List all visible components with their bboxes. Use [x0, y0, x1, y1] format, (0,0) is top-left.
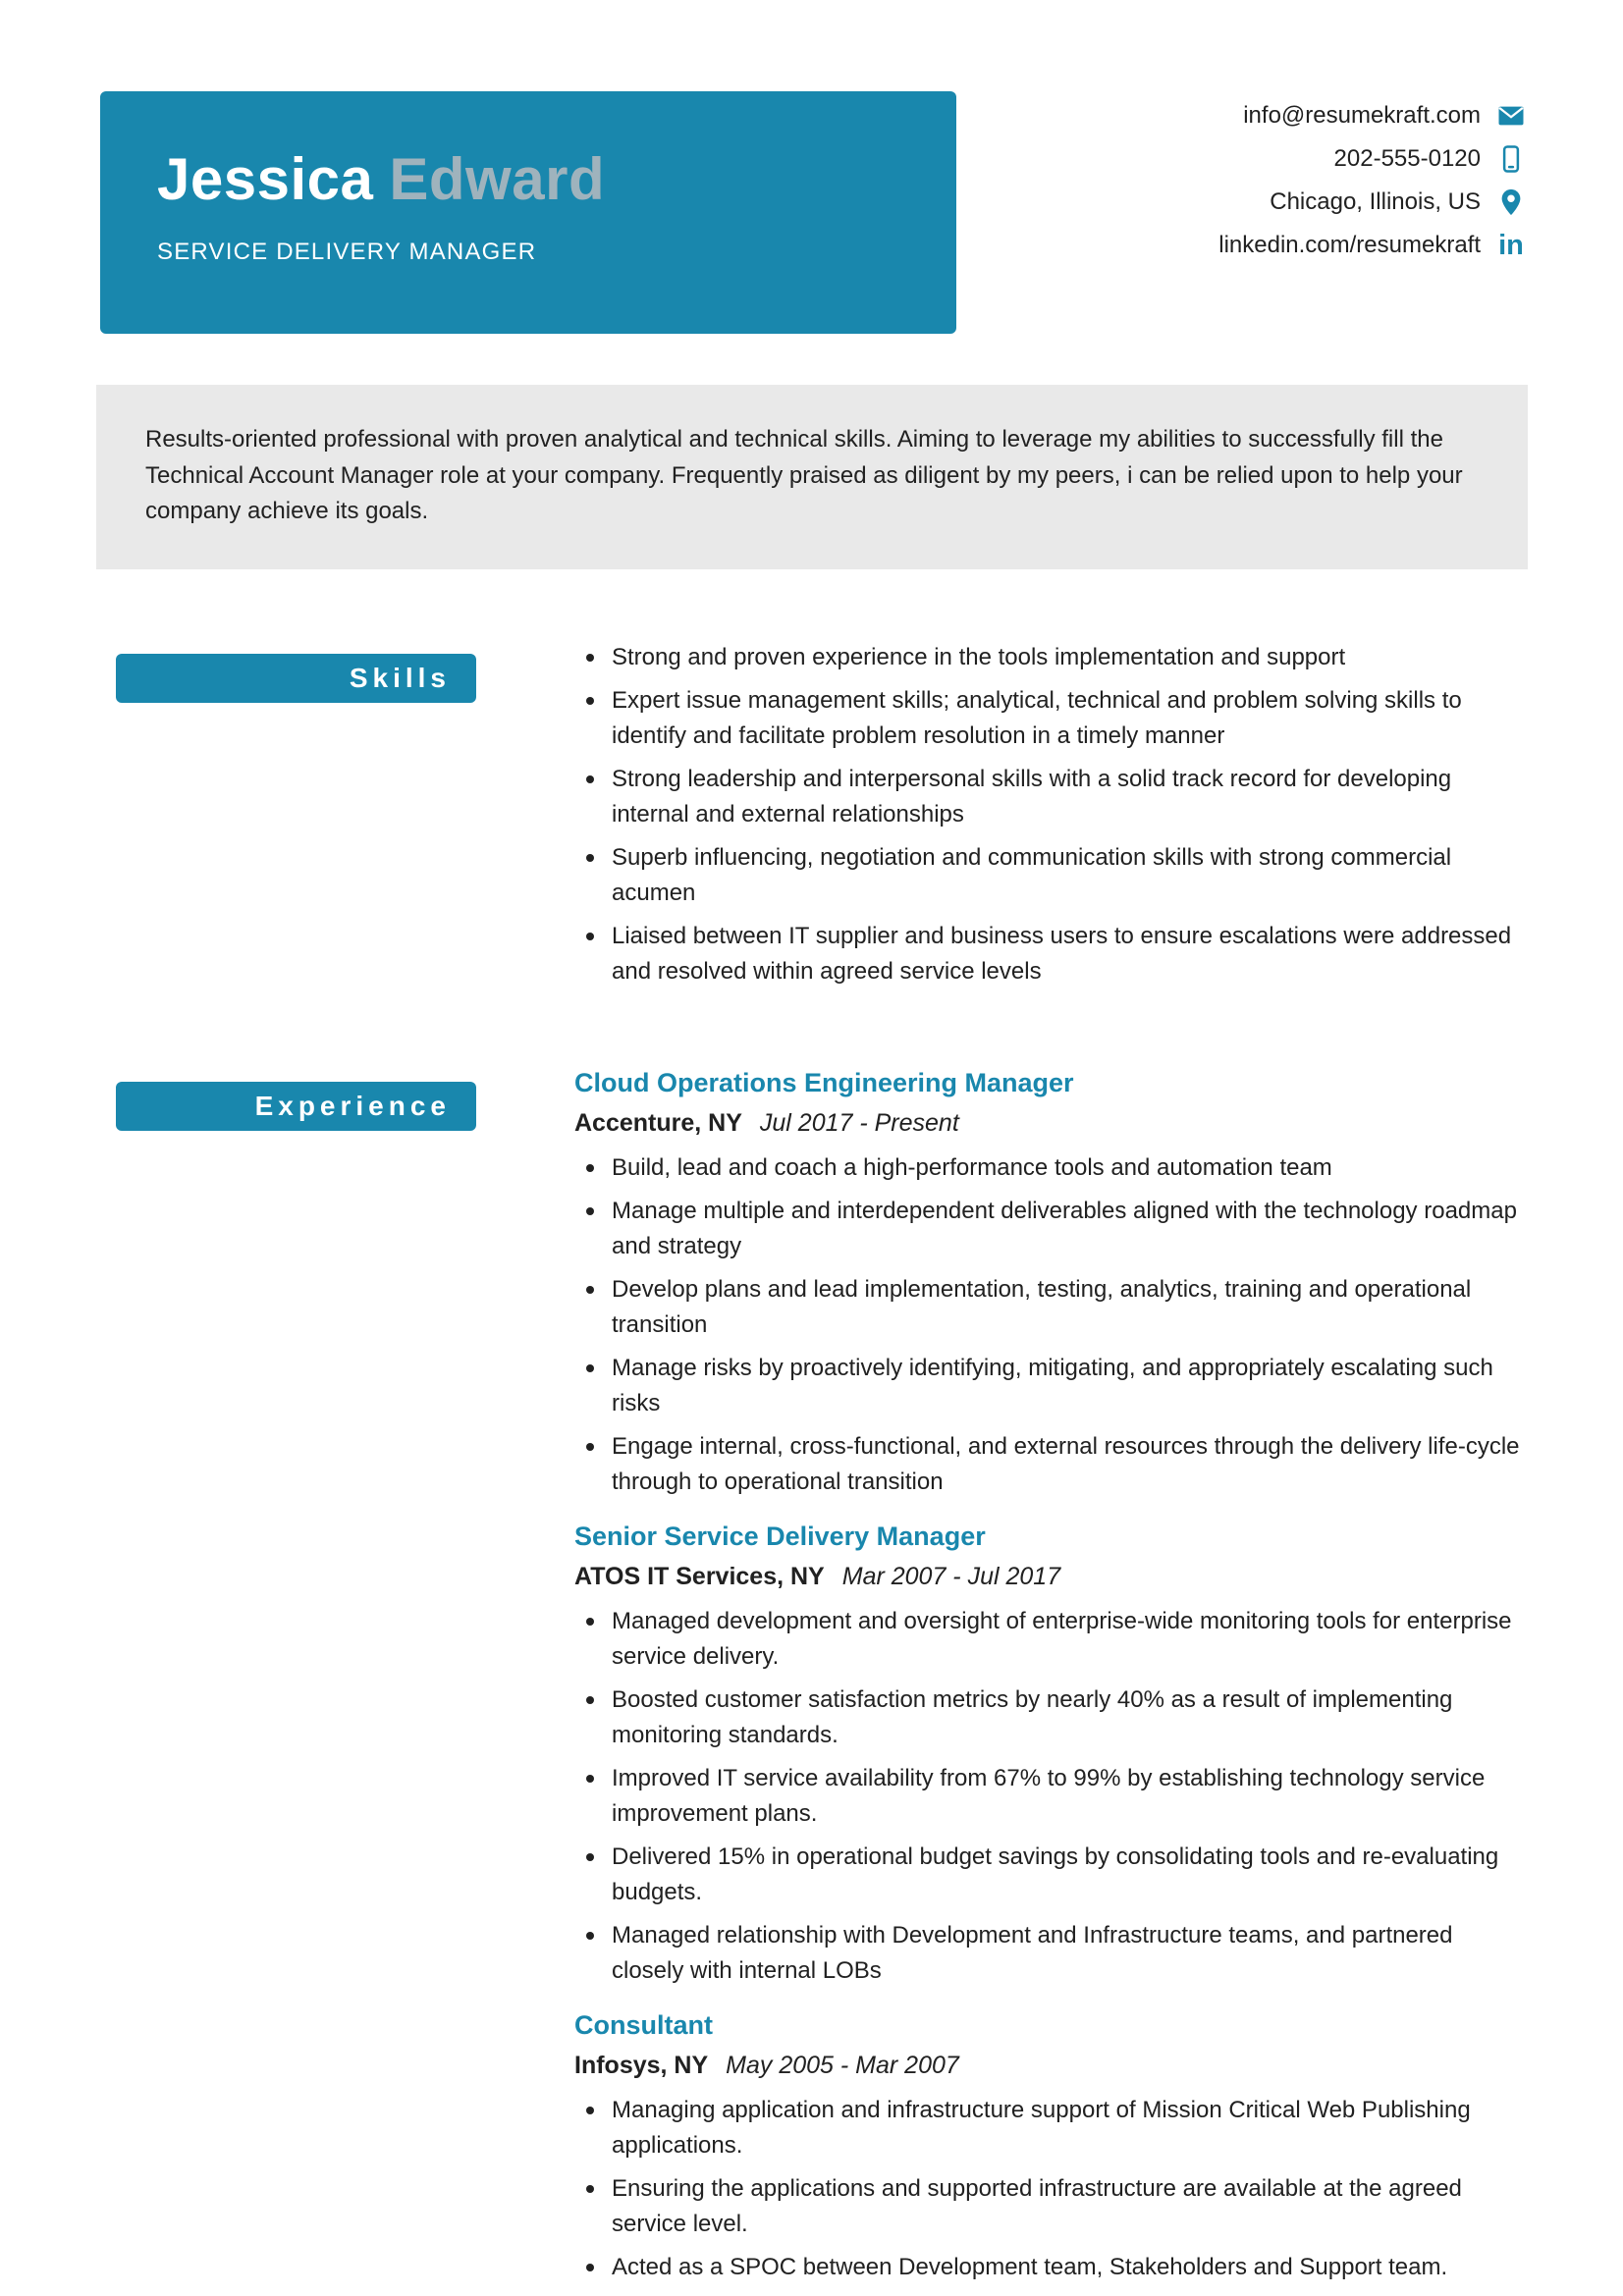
- experience-content: [574, 1068, 1527, 2296]
- contact-location: [1218, 181, 1527, 224]
- list-item: Strong and proven experience in the tools implementation and support: [574, 640, 1527, 675]
- list-item: Superb influencing, negotiation and communication skills with strong commercial acumen: [574, 840, 1527, 911]
- linkedin-icon: in: [1498, 229, 1524, 261]
- job-company: ATOS IT Services, NY: [574, 1563, 825, 1590]
- job-company: Accenture, NY: [574, 1109, 742, 1137]
- job-company: Infosys, NY: [574, 2052, 709, 2079]
- list-item: Delivered 15% in operational budget savings by consolidating tools and re-evaluating budgets.: [574, 1840, 1527, 1910]
- experience-section: [96, 1068, 1527, 2296]
- list-item: Build, lead and coach a high-performance tools and automation team: [574, 1150, 1527, 1186]
- list-item: Develop plans and lead implementation, testing, analytics, training and operational transition: [574, 1272, 1527, 1343]
- job-dates: May 2005 - Mar 2007: [726, 2052, 959, 2079]
- job-bullets: [574, 1150, 1527, 1500]
- job-dates: Jul 2017 - Present: [759, 1109, 959, 1137]
- job-meta: [574, 1563, 1527, 1591]
- list-item: Managing application and infrastructure support of Mission Critical Web Publishing applications.: [574, 2093, 1527, 2163]
- contact-info: [1218, 94, 1527, 267]
- job-dates: Mar 2007 - Jul 2017: [841, 1563, 1061, 1590]
- job-meta: [574, 1109, 1527, 1138]
- person-name: [157, 145, 917, 213]
- list-item: Expert issue management skills; analytical, technical and problem solving skills to identify and facilitate problem resolution in a timely manner: [574, 683, 1527, 754]
- experience-label-column: [96, 1068, 574, 1131]
- list-item: Ensuring the applications and supported infrastructure are available at the agreed service level.: [574, 2171, 1527, 2242]
- contact-phone-text: 202-555-0120: [1333, 145, 1481, 172]
- job-entry: [574, 1068, 1527, 1500]
- contact-location-text: Chicago, Illinois, US: [1270, 188, 1481, 215]
- contact-email: [1218, 94, 1527, 137]
- location-icon: [1495, 187, 1527, 218]
- last-name: Edward: [389, 146, 606, 212]
- skills-list: [574, 640, 1527, 989]
- job-title: Consultant: [574, 2010, 713, 2040]
- skills-section: [96, 640, 1527, 997]
- list-item: Liaised between IT supplier and business users to ensure escalations were addressed and resolved within agreed service levels: [574, 919, 1527, 989]
- skills-label-column: [96, 640, 574, 703]
- first-name: Jessica: [157, 146, 374, 212]
- list-item: Manage multiple and interdependent deliverables aligned with the technology roadmap and strategy: [574, 1194, 1527, 1264]
- skills-section-badge: Skills: [116, 654, 476, 703]
- job-bullets: [574, 2093, 1527, 2285]
- list-item: Engage internal, cross-functional, and external resources through the delivery life-cycle through to operational transition: [574, 1429, 1527, 1500]
- skills-content: [574, 640, 1527, 997]
- list-item: Managed relationship with Development and Infrastructure teams, and partnered closely with internal LOBs: [574, 1918, 1527, 1989]
- job-title: Senior Service Delivery Manager: [574, 1522, 986, 1551]
- job-entry: [574, 1522, 1527, 1989]
- job-meta: [574, 2052, 1527, 2080]
- list-item: Boosted customer satisfaction metrics by nearly 40% as a result of implementing monitoring standards.: [574, 1682, 1527, 1753]
- experience-section-badge: Experience: [116, 1082, 476, 1131]
- summary-box: Results-oriented professional with proven analytical and technical skills. Aiming to leverage my abilities to successfully fill the Technical Account Manager role at your company. Frequently praised as diligent by my peers, i can be relied upon to help your company achieve its goals.: [96, 385, 1528, 569]
- job-entry: [574, 2010, 1527, 2285]
- list-item: Improved IT service availability from 67% to 99% by establishing technology service improvement plans.: [574, 1761, 1527, 1832]
- job-bullets: [574, 1604, 1527, 1989]
- header-name-card: [100, 91, 956, 334]
- phone-icon: [1495, 143, 1527, 175]
- list-item: Manage risks by proactively identifying, mitigating, and appropriately escalating such risks: [574, 1351, 1527, 1421]
- contact-linkedin-text: linkedin.com/resumekraft: [1218, 232, 1481, 258]
- contact-linkedin: [1218, 224, 1527, 267]
- list-item: Managed development and oversight of enterprise-wide monitoring tools for enterprise service delivery.: [574, 1604, 1527, 1675]
- person-job-title: SERVICE DELIVERY MANAGER: [157, 239, 537, 265]
- mail-icon: [1495, 100, 1527, 132]
- list-item: Acted as a SPOC between Development team, Stakeholders and Support team.: [574, 2250, 1527, 2285]
- contact-phone: [1218, 137, 1527, 181]
- contact-email-text: info@resumekraft.com: [1243, 102, 1481, 129]
- list-item: Strong leadership and interpersonal skills with a solid track record for developing internal and external relationships: [574, 762, 1527, 832]
- job-title: Cloud Operations Engineering Manager: [574, 1068, 1074, 1097]
